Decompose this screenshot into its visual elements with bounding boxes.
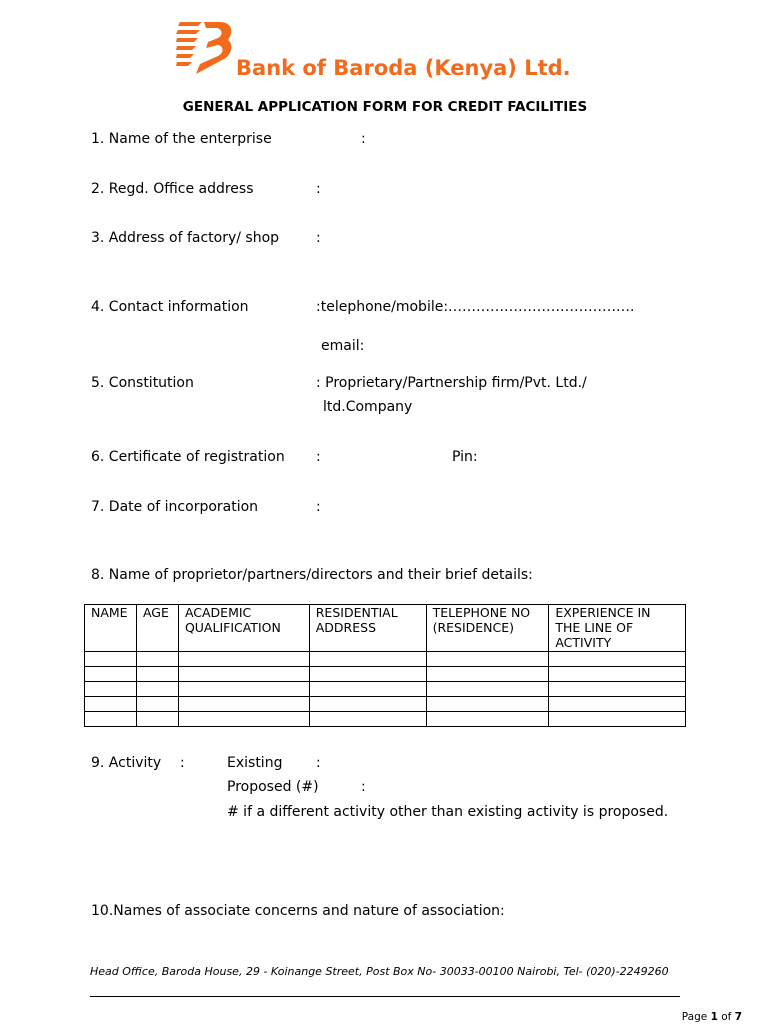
table-cell[interactable] xyxy=(85,712,137,727)
table-cell[interactable] xyxy=(85,652,137,667)
field-incorporation-label: 7. Date of incorporation xyxy=(91,499,259,515)
table-cell[interactable] xyxy=(85,697,137,712)
page-current: 1 xyxy=(710,1011,718,1023)
field-factory-address-colon: : xyxy=(316,230,321,246)
table-cell[interactable] xyxy=(178,697,309,712)
table-row xyxy=(85,667,686,682)
table-cell[interactable] xyxy=(85,682,137,697)
table-cell[interactable] xyxy=(426,712,549,727)
footer-divider xyxy=(90,996,680,997)
table-cell[interactable] xyxy=(309,652,426,667)
table-cell[interactable] xyxy=(426,697,549,712)
table-cell[interactable] xyxy=(136,652,178,667)
table-row xyxy=(85,652,686,667)
field-activity-proposed: Proposed (#) xyxy=(227,779,319,795)
table-cell[interactable] xyxy=(549,667,686,682)
col-header-qualification: ACADEMIC QUALIFICATION xyxy=(178,605,309,652)
page-total: 7 xyxy=(734,1011,742,1023)
col-header-address: RESIDENTIAL ADDRESS xyxy=(309,605,426,652)
field-telephone: :telephone/mobile:…………………………………. xyxy=(316,299,635,315)
directors-table xyxy=(84,604,686,727)
field-constitution-options-cont: ltd.Company xyxy=(323,399,413,415)
table-cell[interactable] xyxy=(549,682,686,697)
field-pin-label: Pin: xyxy=(452,449,478,465)
field-office-address-label: 2. Regd. Office address xyxy=(91,181,254,197)
col-header-age: AGE xyxy=(136,605,178,652)
field-email: email: xyxy=(321,338,365,354)
bank-name: Bank of Baroda (Kenya) Ltd. xyxy=(236,56,571,80)
field-activity-existing-colon: : xyxy=(316,755,321,771)
table-cell[interactable] xyxy=(426,682,549,697)
field-factory-address-label: 3. Address of factory/ shop xyxy=(91,230,280,246)
table-cell[interactable] xyxy=(136,697,178,712)
field-activity-colon: : xyxy=(180,755,185,771)
table-cell[interactable] xyxy=(549,712,686,727)
field-contact-label: 4. Contact information xyxy=(91,299,249,315)
table-cell[interactable] xyxy=(309,697,426,712)
page-label: Page xyxy=(681,1011,708,1023)
table-cell[interactable] xyxy=(136,682,178,697)
bank-logo-icon xyxy=(176,20,236,76)
col-header-experience: EXPERIENCE IN THE LINE OF ACTIVITY xyxy=(549,605,686,652)
field-activity-note: # if a different activity other than existing activity is proposed. xyxy=(227,804,669,820)
field-enterprise-name-label: 1. Name of the enterprise xyxy=(91,131,272,147)
table-cell[interactable] xyxy=(426,667,549,682)
table-row xyxy=(85,682,686,697)
field-certificate-colon: : xyxy=(316,449,321,465)
field-activity-label: 9. Activity xyxy=(91,755,162,771)
table-cell[interactable] xyxy=(178,712,309,727)
table-row xyxy=(85,712,686,727)
col-header-name: NAME xyxy=(85,605,137,652)
field-directors-label: 8. Name of proprietor/partners/directors and their brief details: xyxy=(91,567,533,583)
field-constitution-label: 5. Constitution xyxy=(91,375,194,391)
table-cell[interactable] xyxy=(426,652,549,667)
table-row xyxy=(85,697,686,712)
table-cell[interactable] xyxy=(309,712,426,727)
table-cell[interactable] xyxy=(309,667,426,682)
col-header-telephone: TELEPHONE NO (RESIDENCE) xyxy=(426,605,549,652)
form-title: GENERAL APPLICATION FORM FOR CREDIT FACILITIES xyxy=(182,99,588,115)
page-number xyxy=(682,1011,742,1023)
field-incorporation-colon: : xyxy=(316,499,321,515)
field-certificate-label: 6. Certificate of registration xyxy=(91,449,285,465)
field-activity-existing: Existing xyxy=(227,755,283,771)
field-enterprise-name-colon: : xyxy=(361,131,366,147)
field-constitution-options: : Proprietary/Partnership firm/Pvt. Ltd./ xyxy=(316,375,587,391)
field-activity-proposed-colon: : xyxy=(361,779,366,795)
footer-address: Head Office, Baroda House, 29 - Koinange Street, Post Box No- 30033-00100 Nairobi, Tel- (020)-2249260 xyxy=(90,965,669,978)
page-of: of xyxy=(721,1011,732,1023)
table-cell[interactable] xyxy=(85,667,137,682)
table-cell[interactable] xyxy=(549,697,686,712)
table-cell[interactable] xyxy=(178,652,309,667)
field-associates-label: 10.Names of associate concerns and nature of association: xyxy=(91,903,505,919)
table-cell[interactable] xyxy=(178,682,309,697)
table-cell[interactable] xyxy=(136,667,178,682)
table-header-row xyxy=(85,605,686,652)
table-cell[interactable] xyxy=(309,682,426,697)
field-office-address-colon: : xyxy=(316,181,321,197)
table-cell[interactable] xyxy=(549,652,686,667)
table-cell[interactable] xyxy=(178,667,309,682)
table-cell[interactable] xyxy=(136,712,178,727)
